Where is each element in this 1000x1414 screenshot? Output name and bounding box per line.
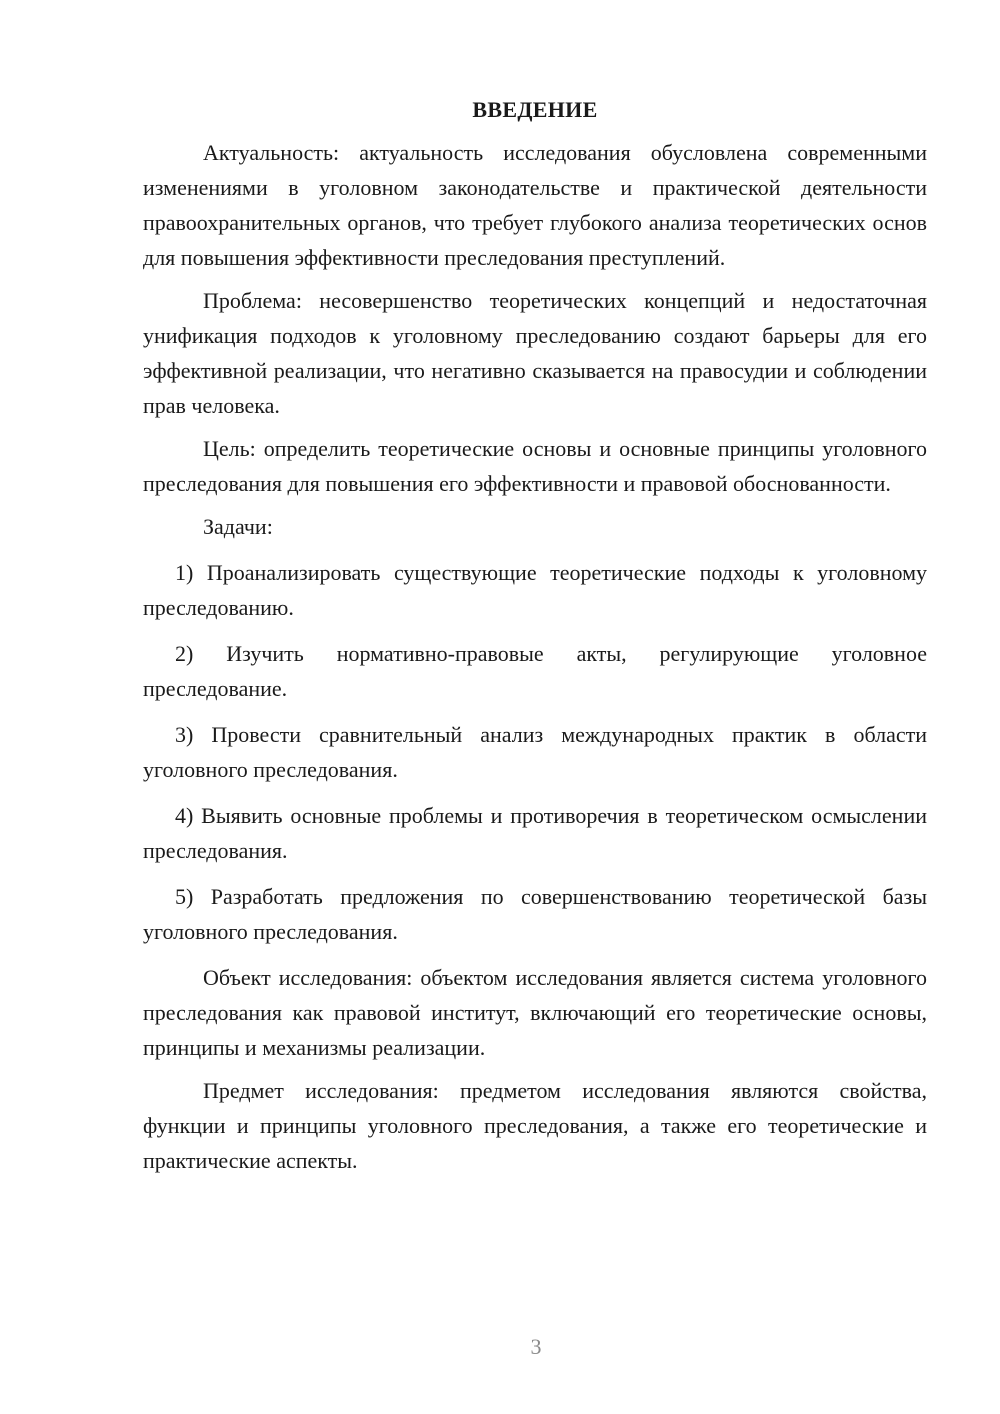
tasks-heading: Задачи: [203,514,273,539]
task-item: 4) Выявить основные проблемы и противоречия в теоретическом осмыслении преследования. [143,803,927,863]
page-number: 3 [530,1334,542,1359]
task-item: 2) Изучить нормативно-правовые акты, регулирующие уголовное преследование. [143,641,927,701]
tasks-list [143,555,927,949]
page-title: ВВЕДЕНИЕ [472,97,598,122]
relevance-paragraph: Актуальность: актуальность исследования обусловлена современными изменениями в уголовном законодательстве и практической деятельности правоохранительных органов, что требует глубокого анализа теоретических основ для повышения эффективности преследования преступлений. [143,140,927,270]
page-content [143,92,927,1186]
task-item: 3) Провести сравнительный анализ международных практик в области уголовного преследования. [143,722,927,782]
problem-paragraph: Проблема: несовершенство теоретических концепций и недостаточная унификация подходов к уголовному преследованию создают барьеры для его эффективной реализации, что негативно сказывается на правосудии и соблюдении прав человека. [143,288,927,418]
task-item: 5) Разработать предложения по совершенствованию теоретической базы уголовного преследования. [143,884,927,944]
goal-paragraph: Цель: определить теоретические основы и основные принципы уголовного преследования для повышения его эффективности и правовой обоснованности. [143,436,927,496]
task-item: 1) Проанализировать существующие теоретические подходы к уголовному преследованию. [143,560,927,620]
object-paragraph: Объект исследования: объектом исследования является система уголовного преследования как правовой институт, включающий его теоретические основы, принципы и механизмы реализации. [143,965,927,1060]
subject-paragraph: Предмет исследования: предметом исследования являются свойства, функции и принципы уголовного преследования, а также его теоретические и практические аспекты. [143,1078,927,1173]
